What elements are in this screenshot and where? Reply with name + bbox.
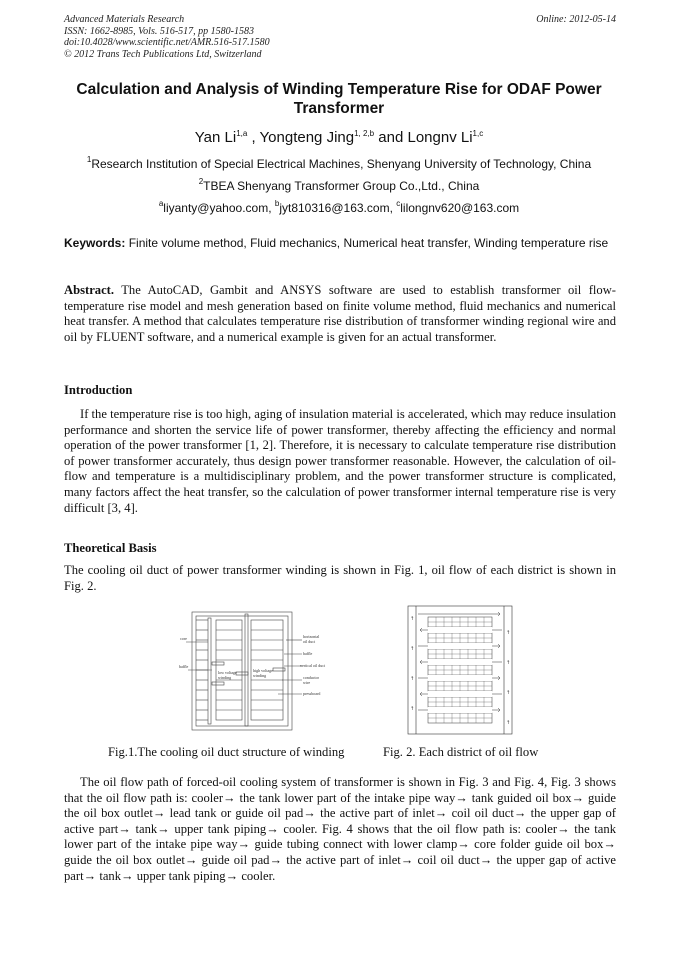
email-c-sup: c (396, 199, 401, 208)
keywords-text: Finite volume method, Fluid mechanics, Numerical heat transfer, Winding temperature rise (125, 236, 609, 250)
affiliation-1-sup: 1 (86, 155, 92, 164)
fig1-label-oil-duct: oil duct (303, 639, 316, 644)
running-header (64, 14, 616, 60)
fig1-label-conductor: conductor (303, 675, 319, 680)
author-list (40, 128, 638, 148)
author-3-sup: 1,c (472, 129, 484, 138)
oil-path-paragraph: The oil flow path of forced-oil cooling system of transformer is shown in Fig. 3 and Fig. 4, Fig. 3 shows that the oil flow path is: cooler→ the tank lower part of the intake pipe way→ tank guided oil box→ guide the oil box outlet→ lead tank or guide oil pad→ the active part of inlet→ coil oil duct→ the upper gap of active part→ tank→ upper tank piping→ cooler. Fig. 4 shows that the oil flow path is: cooler→ the tank lower part of the intake pipe way→ guide tubing connect with lower clamp→ core folder guide oil box→ guide the oil box outlet→ guide oil pad→ the active part of inlet→ coil oil duct→ the upper gap of active part→ tank→ upper tank piping→ cooler. (64, 775, 616, 883)
figure-1-diagram (178, 610, 338, 735)
email-line (40, 201, 638, 216)
fig1-core-bar (208, 618, 211, 724)
svg-text:↑: ↑ (410, 706, 415, 712)
title-line-2: Transformer (293, 100, 385, 117)
section-heading-theoretical-basis: Theoretical Basis (64, 541, 157, 555)
fig1-label-baffle-left: baffle (179, 664, 189, 669)
email-b: jyt810316@163.com, (279, 201, 397, 215)
svg-text:↑: ↑ (506, 690, 511, 696)
doi-line: doi:10.4028/www.scientific.net/AMR.516-517.1580 (64, 37, 270, 48)
svg-text:↑: ↑ (410, 676, 415, 682)
svg-text:↑: ↑ (506, 660, 511, 666)
fig1-baffle (245, 614, 248, 726)
fig1-label-horizontal: horizontal (303, 634, 320, 639)
author-3: Longnv Li (407, 129, 473, 146)
figure-2-diagram (404, 604, 516, 736)
fig1-label-baffle-right: baffle (303, 651, 313, 656)
fig1-label-wire: wire (303, 680, 311, 685)
copyright-line: © 2012 Trans Tech Publications Ltd, Switzerland (64, 48, 262, 60)
issn-line: ISSN: 1662-8985, Vols. 516-517, pp 1580-1583 (64, 25, 254, 37)
fig1-label-vertical-oil-duct: vertical oil duct (300, 663, 326, 668)
fig1-label-low-voltage: low voltage (218, 670, 237, 675)
fig1-label-high-winding: winding (253, 673, 267, 678)
title-line-1: Calculation and Analysis of Winding Temperature Rise for ODAF Power (76, 81, 602, 98)
author-separator-2: and (374, 129, 408, 146)
paper-title (40, 80, 638, 118)
svg-text:↑: ↑ (506, 720, 511, 726)
author-1: Yan Li (194, 129, 237, 146)
email-b-sup: b (274, 199, 280, 208)
figure-2-caption: Fig. 2. Each district of oil flow (383, 745, 539, 759)
introduction-paragraph: If the temperature rise is too high, aging of insulation material is accelerated, which may reduce insulation performance and shorten the service life of power transformer, thereby affecting the efficiency and normal operation of the power transformer [1, 2]. Therefore, it is necessary to calculate temperature rise distribution of power transformer accurately, thus design power transformer reasonable. However, the calculation of oil-flow and temperature is a multidisciplinary problem, and the power transformer structure is complicated, many factors affect the heat transfer, so the calculation of power transformer internal temperature rise is very difficult [3, 4]. (64, 407, 616, 515)
fig1-label-core: core (180, 636, 187, 641)
figure-1-caption: Fig.1.The cooling oil duct structure of winding (108, 745, 345, 759)
affiliation-1-text: Research Institution of Special Electrical Machines, Shenyang University of Technology, China (91, 157, 592, 171)
fig1-label-low-winding: winding (218, 675, 232, 680)
author-separator-1: , (247, 129, 260, 146)
email-a: liyanty@yahoo.com, (163, 201, 275, 215)
svg-text:↑: ↑ (410, 646, 415, 652)
online-date: Online: 2012-05-14 (536, 14, 616, 25)
author-2-sup: 1, 2,b (354, 129, 375, 138)
author-1-sup: 1,a (236, 129, 248, 138)
abstract-label: Abstract. (64, 283, 115, 297)
theory-paragraph: The cooling oil duct of power transformer winding is shown in Fig. 1, oil flow of each district is shown in Fig. 2. (64, 563, 616, 593)
abstract-paragraph (64, 283, 616, 345)
abstract-text: The AutoCAD, Gambit and ANSYS software are used to establish transformer oil flow-temperature rise model and mesh generation based on finite volume method, fluid mechanics and numerical heat transfer. A method that calculates temperature rise distribution of transformer winding regional wire and oil by FLUENT software, and a numerical example is given for an actual transformer. (64, 283, 616, 344)
section-heading-introduction: Introduction (64, 383, 133, 397)
author-2: Yongteng Jing (259, 129, 355, 146)
affiliation-2-sup: 2 (198, 177, 204, 186)
journal-name: Advanced Materials Research (64, 14, 185, 25)
svg-text:↑: ↑ (410, 616, 415, 622)
email-a-sup: a (158, 199, 164, 208)
email-c: lilongnv620@163.com (400, 201, 520, 215)
affiliation-2 (40, 179, 638, 194)
affiliation-2-text: TBEA Shenyang Transformer Group Co.,Ltd., China (203, 179, 480, 193)
fig1-label-high-voltage: high voltage (253, 668, 273, 673)
keywords-label: Keywords: (64, 236, 126, 250)
fig1-label-pressboard: pressboard (303, 691, 321, 696)
keywords-block (64, 236, 616, 252)
svg-text:↑: ↑ (506, 630, 511, 636)
affiliation-1 (40, 157, 638, 172)
